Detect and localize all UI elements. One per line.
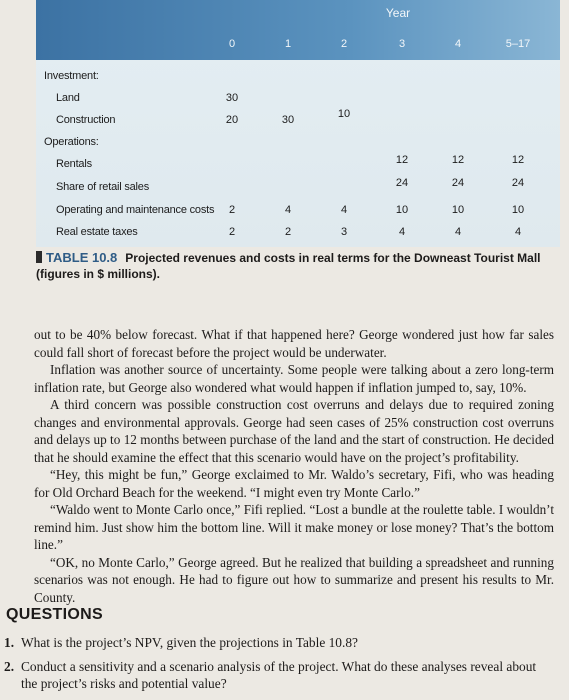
paragraph: “Hey, this might be fun,” George exclaimed to Mr. Waldo’s secretary, Fifi, who was heading for Old Orchard Beach for the weekend. “I might even try Monte Carlo.” <box>34 467 554 500</box>
paragraph: Inflation was another source of uncertainty. Some people were talking about a zero long-term inflation rate, but George also wondered what would happen if inflation jumped to, say, 10%. <box>34 362 554 395</box>
question-item <box>4 658 560 692</box>
row-label: Rentals <box>56 158 92 170</box>
paragraph: “OK, no Monte Carlo,” George agreed. But he realized that building a spreadsheet and running scenarios was not enough. He had to figure out how to summarize and present his results to Mr. County. <box>34 554 554 605</box>
table-cell: 2 <box>228 226 236 238</box>
paragraph: A third concern was possible construction cost overruns and delays due to required zoning changes and environmental approvals. George had seen cases of 25% construction cost overruns and delays up to 12 months between purchase of the land and the start of construction. He decided that he should examine the effect that this scenario would have on the project’s profitability. <box>34 397 554 465</box>
row-label: Real estate taxes <box>56 226 138 238</box>
table-cell: 4 <box>340 204 348 216</box>
table-cell: 4 <box>454 226 462 238</box>
year-column-header: 3 <box>398 38 406 50</box>
paragraph: out to be 40% below forecast. What if that happened here? George wondered just how far sales could fall short of forecast before the project would be underwater. <box>34 327 554 360</box>
year-header-band <box>36 0 560 60</box>
caption-marker-icon <box>36 251 42 263</box>
table-cell: 30 <box>225 92 239 104</box>
question-text: Conduct a sensitivity and a scenario analysis of the project. What do these analyses reveal about the project’s risks and potential value? <box>21 659 537 691</box>
row-label: Operating and maintenance costs <box>56 204 215 216</box>
row-label: Operations: <box>44 136 99 148</box>
table-cell: 10 <box>395 204 409 216</box>
row-label: Investment: <box>44 70 99 82</box>
year-column-header: 0 <box>228 38 236 50</box>
table-cell: 10 <box>451 204 465 216</box>
question-item <box>4 634 560 651</box>
table-cell: 12 <box>511 154 525 166</box>
table-cell: 24 <box>395 177 409 189</box>
table-cell: 2 <box>228 204 236 216</box>
table-cell: 12 <box>395 154 409 166</box>
table-cell: 24 <box>511 177 525 189</box>
table-number: TABLE 10.8 <box>46 250 118 265</box>
questions-heading: QUESTIONS <box>6 606 103 623</box>
table-cell: 30 <box>281 114 295 126</box>
table-cell: 24 <box>451 177 465 189</box>
year-column-header: 4 <box>454 38 462 50</box>
table-caption <box>36 250 556 282</box>
row-label: Land <box>56 92 80 104</box>
row-label: Construction <box>56 114 116 126</box>
table-cell: 4 <box>514 226 522 238</box>
projection-table <box>36 0 560 247</box>
body-text <box>34 326 554 606</box>
question-number: 2. <box>4 659 15 674</box>
question-text: What is the project’s NPV, given the projections in Table 10.8? <box>21 635 358 650</box>
table-cell: 4 <box>284 204 292 216</box>
caption-text: Projected revenues and costs in real terms for the Downeast Tourist Mall (figures in $ millions). <box>36 251 541 281</box>
paragraph: “Waldo went to Monte Carlo once,” Fifi replied. “Lost a bundle at the roulette table. I wouldn’t remind him. Just show him the bottom line. Will it make money or lose money? That’s the bottom line.” <box>34 502 554 552</box>
table-cell: 4 <box>398 226 406 238</box>
table-cell: 10 <box>337 108 351 120</box>
table-cell: 12 <box>451 154 465 166</box>
year-header-label: Year <box>385 6 411 20</box>
year-column-header: 1 <box>284 38 292 50</box>
question-number: 1. <box>4 635 15 650</box>
year-column-header: 5–17 <box>505 38 531 50</box>
row-label: Share of retail sales <box>56 181 150 193</box>
year-column-header: 2 <box>340 38 348 50</box>
table-cell: 2 <box>284 226 292 238</box>
table-cell: 3 <box>340 226 348 238</box>
table-cell: 20 <box>225 114 239 126</box>
table-cell: 10 <box>511 204 525 216</box>
